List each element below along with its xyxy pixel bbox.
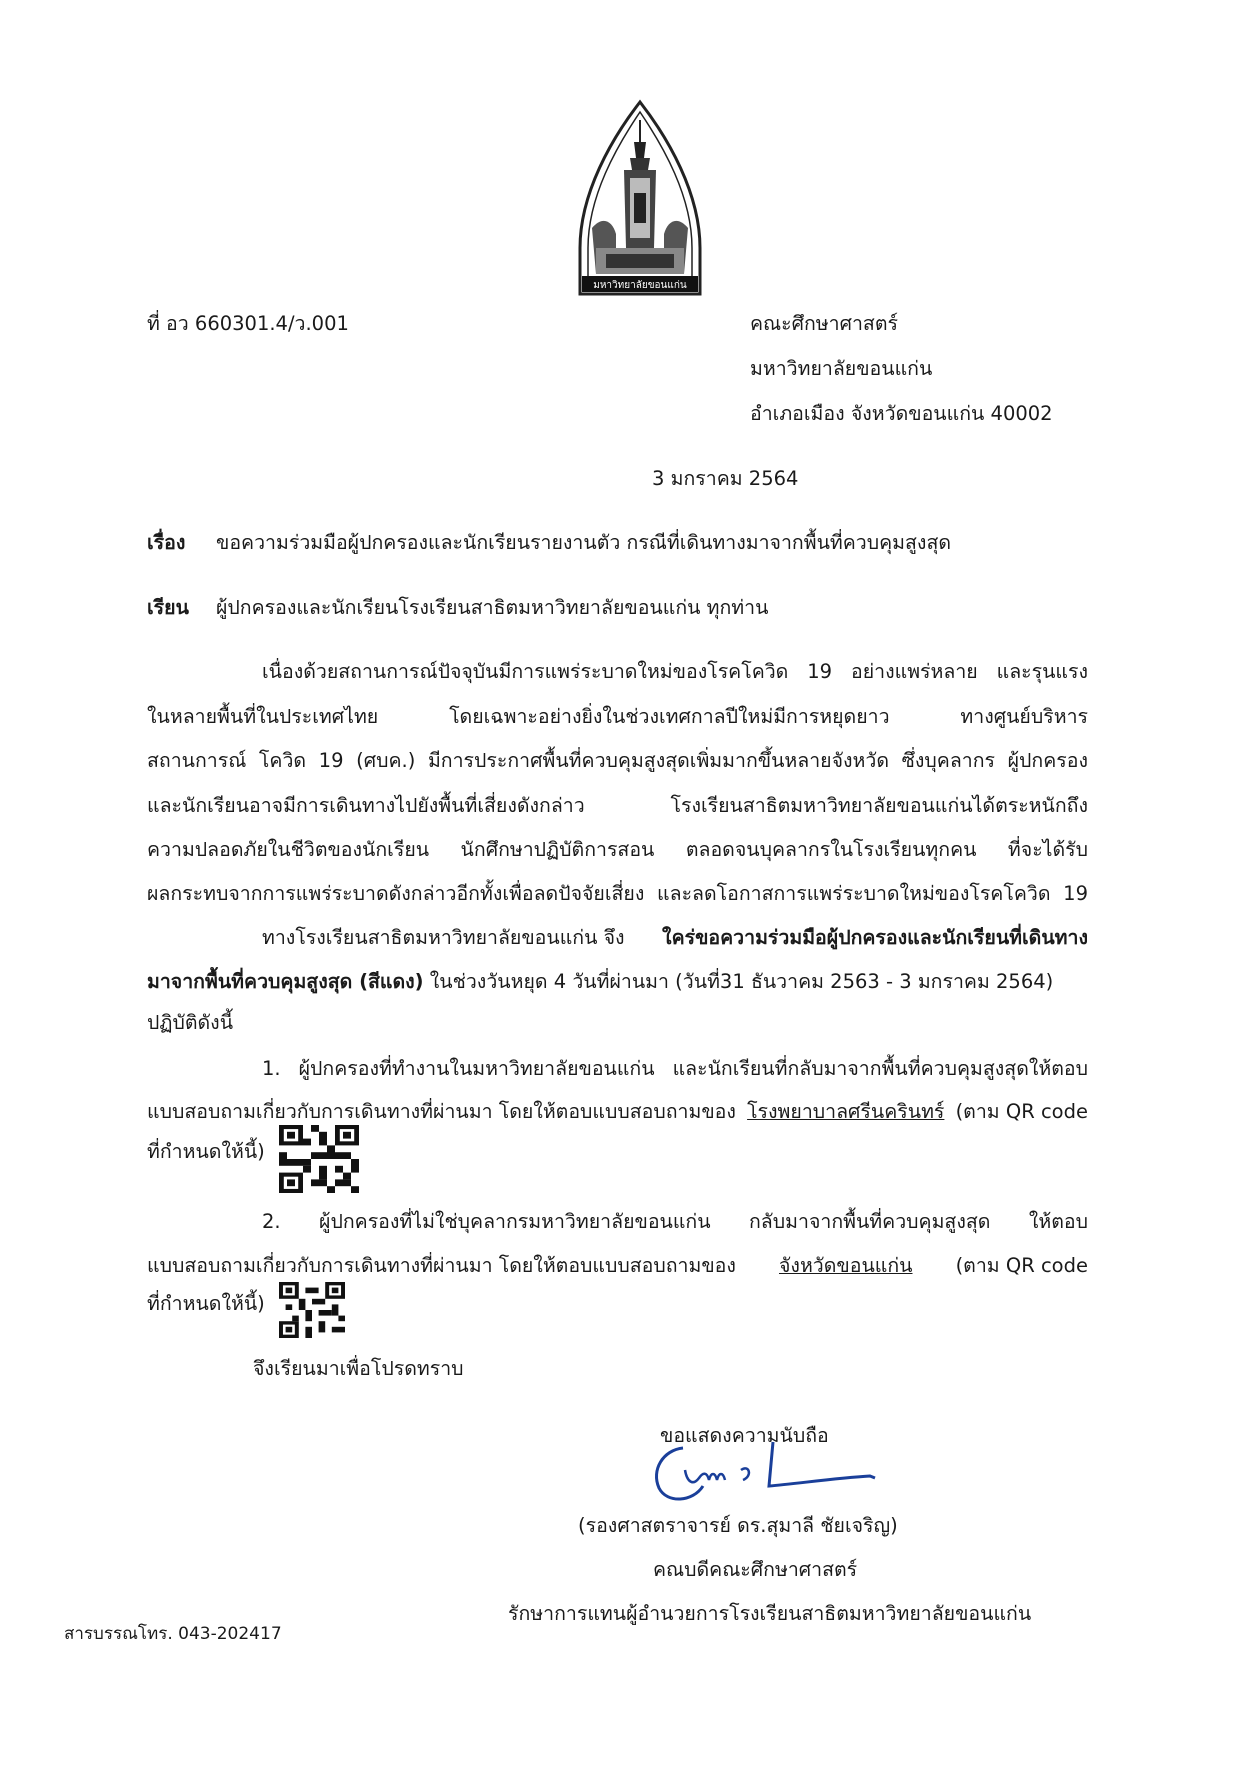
document-number: ที่ อว 660301.4/ว.001	[147, 312, 349, 335]
recipient-text: ผู้ปกครองและนักเรียนโรงเรียนสาธิตมหาวิทยาลัยขอนแก่น ทุกท่าน	[216, 596, 769, 619]
item1-text: แบบสอบถามเกี่ยวกับการเดินทางที่ผ่านมา โดยให้ตอบแบบสอบถามของ	[147, 1100, 736, 1123]
hospital-link[interactable]: โรงพยาบาลศรีนครินทร์	[747, 1100, 945, 1123]
province-link[interactable]: จังหวัดขอนแก่น	[779, 1254, 913, 1277]
item2-line-2	[147, 1250, 1088, 1281]
item2-text: แบบสอบถามเกี่ยวกับการเดินทางที่ผ่านมา โดยให้ตอบแบบสอบถามของ	[147, 1254, 736, 1277]
subject-label: เรื่อง	[147, 531, 186, 554]
qr-code-1[interactable]	[279, 1125, 359, 1193]
para2-emphasis: มาจากพื้นที่ควบคุมสูงสุด (สีแดง)	[147, 970, 424, 993]
para2-emphasis: ใคร่ขอความร่วมมือผู้ปกครองและนักเรียนที่เดินทาง	[662, 926, 1088, 949]
para2-line-3: ปฏิบัติดังนี้	[147, 1011, 234, 1034]
para1-line: ผลกระทบจากการแพร่ระบาดดังกล่าวอีกทั้งเพื่อลดปัจจัยเสี่ยง และลดโอกาสการแพร่ระบาดใหม่ของโรคโควิด 19	[147, 882, 1088, 905]
university-emblem	[572, 98, 708, 304]
signer-position: คณบดีคณะศึกษาศาสตร์	[653, 1558, 858, 1581]
para1-line: ในหลายพื้นที่ในประเทศไทย โดยเฉพาะอย่างยิ่งในช่วงเทศกาลปีใหม่มีการหยุดยาว ทางศูนย์บริหาร	[147, 705, 1088, 728]
para1-line: เนื่องด้วยสถานการณ์ปัจจุบันมีการแพร่ระบาดใหม่ของโรคโควิด 19 อย่างแพร่หลาย และรุนแรง	[262, 660, 1088, 683]
footer-contact: สารบรรณโทร. 043-202417	[64, 1624, 282, 1644]
para2-line-1	[262, 922, 1088, 953]
item1-text: (ตาม QR code	[955, 1100, 1088, 1123]
address-line-3: อำเภอเมือง จังหวัดขอนแก่น 40002	[750, 402, 1053, 425]
date: 3 มกราคม 2564	[652, 467, 799, 490]
closing-line: จึงเรียนมาเพื่อโปรดทราบ	[253, 1357, 464, 1380]
para1-line: และนักเรียนอาจมีการเดินทางไปยังพื้นที่เสี่ยงดังกล่าว โรงเรียนสาธิตมหาวิทยาลัยขอนแก่นได้ตระหนักถึง	[147, 794, 1088, 817]
para1-line: สถานการณ์ โควิด 19 (ศบค.) มีการประกาศพื้นที่ควบคุมสูงสุดเพิ่มมากขึ้นหลายจังหวัด ซึ่งบุคลากร ผู้ปกครอง	[147, 749, 1088, 772]
sign-off: ขอแสดงความนับถือ	[660, 1424, 829, 1447]
address-line-2: มหาวิทยาลัยขอนแก่น	[750, 357, 933, 380]
address-line-1: คณะศึกษาศาสตร์	[750, 312, 898, 335]
item1-line-2	[147, 1096, 1088, 1127]
qr-code-2[interactable]	[279, 1282, 345, 1338]
signer-acting-position: รักษาการแทนผู้อำนวยการโรงเรียนสาธิตมหาวิทยาลัยขอนแก่น	[508, 1602, 1032, 1625]
emblem-caption: มหาวิทยาลัยขอนแก่น	[593, 280, 687, 291]
signer-name: (รองศาสตราจารย์ ดร.สุมาลี ชัยเจริญ)	[578, 1514, 898, 1537]
para2-text: ทางโรงเรียนสาธิตมหาวิทยาลัยขอนแก่น จึง	[262, 926, 625, 949]
subject-text: ขอความร่วมมือผู้ปกครองและนักเรียนรายงานตัว กรณีที่เดินทางมาจากพื้นที่ควบคุมสูงสุด	[216, 531, 952, 554]
item1-line-3: ที่กำหนดให้นี้)	[147, 1140, 265, 1163]
item2-text: (ตาม QR code	[955, 1254, 1088, 1277]
para2-line-2	[147, 966, 1053, 997]
item1-line-1: 1. ผู้ปกครองที่ทำงานในมหาวิทยาลัยขอนแก่น และนักเรียนที่กลับมาจากพื้นที่ควบคุมสูงสุดให้ตอบ	[262, 1057, 1088, 1080]
item2-line-3: ที่กำหนดให้นี้)	[147, 1292, 265, 1315]
item2-line-1: 2. ผู้ปกครองที่ไม่ใช่บุคลากรมหาวิทยาลัยขอนแก่น กลับมาจากพื้นที่ควบคุมสูงสุด ให้ตอบ	[262, 1210, 1088, 1233]
signature	[645, 1430, 945, 1520]
recipient-label: เรียน	[147, 596, 189, 619]
para1-line: ความปลอดภัยในชีวิตของนักเรียน นักศึกษาปฏิบัติการสอน ตลอดจนบุคลากรในโรงเรียนทุกคน ที่จะได้รับ	[147, 838, 1088, 861]
para2-text: ในช่วงวันหยุด 4 วันที่ผ่านมา (วันที่31 ธันวาคม 2563 - 3 มกราคม 2564)	[423, 970, 1054, 993]
